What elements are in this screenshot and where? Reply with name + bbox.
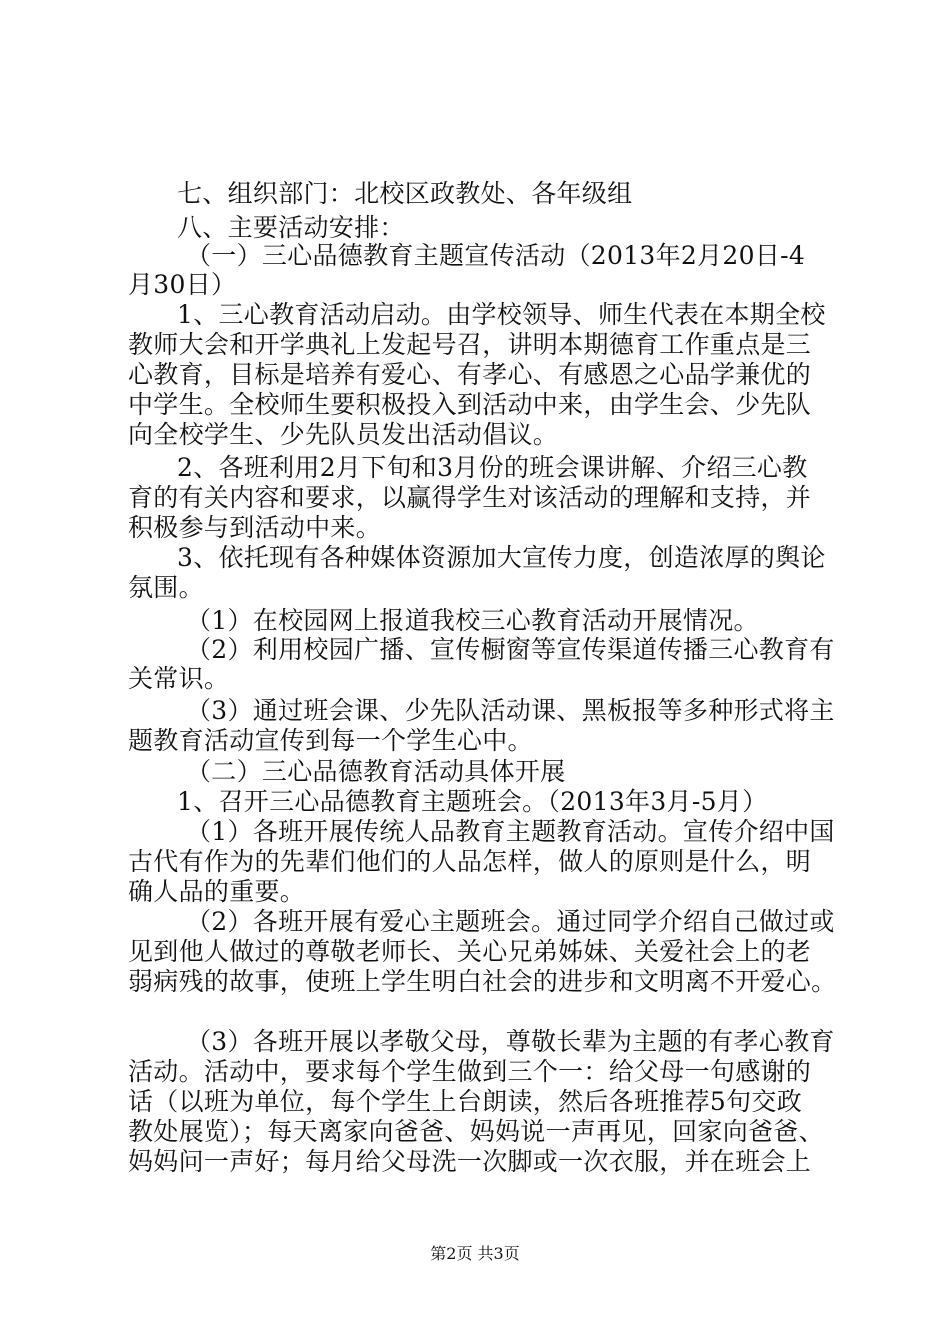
text-line: 向全校学生、少先队员发出活动倡议。 — [128, 420, 559, 449]
text-line: （一）三心品德教育主题宣传活动（2013年2月20日-4 — [186, 241, 806, 270]
text-line: 3、依托现有各种媒体资源加大宣传力度，创造浓厚的舆论 — [177, 543, 826, 572]
text-line: 话（以班为单位，每个学生上台朗读，然后各班推荐5句交政 — [128, 1087, 803, 1116]
text-line: 中学生。全校师生要积极投入到活动中来，由学生会、少先队 — [128, 390, 812, 419]
text-line: 见到他人做过的尊敬老师长、关心兄弟姊妹、关爱社会上的老 — [128, 937, 812, 966]
text-line: 教处展览）；每天离家向爸爸、妈妈说一声再见，回家向爸爸、 — [128, 1117, 824, 1146]
text-line: （1）在校园网上报道我校三心教育活动开展情况。 — [186, 606, 759, 635]
text-line: （1）各班开展传统人品教育主题教育活动。宣传介绍中国 — [186, 817, 835, 846]
text-line: 育的有关内容和要求，以赢得学生对该活动的理解和支持，并 — [128, 483, 812, 512]
text-line: 心教育，目标是培养有爱心、有孝心、有感恩之心品学兼优的 — [128, 360, 812, 389]
text-line: 教师大会和开学典礼上发起号召，讲明本期德育工作重点是三 — [128, 330, 812, 359]
text-line: 弱病残的故事，使班上学生明白社会的进步和文明离不开爱心。 — [128, 967, 837, 996]
text-line: （2）利用校园广播、宣传橱窗等宣传渠道传播三心教育有 — [186, 635, 835, 664]
text-line: （3）通过班会课、少先队活动课、黑板报等多种形式将主 — [186, 696, 835, 725]
text-line: （3）各班开展以孝敬父母，尊敬长辈为主题的有孝心教育 — [186, 1027, 835, 1056]
text-line: 七、组织部门：北校区政教处、各年级组 — [177, 179, 633, 208]
text-line: 古代有作为的先辈们他们的人品怎样，做人的原则是什么，明 — [128, 847, 812, 876]
text-line: （二）三心品德教育活动具体开展 — [186, 757, 566, 786]
text-line: 八、主要活动安排： — [177, 213, 405, 242]
text-line: 1、召开三心品德教育主题班会。（2013年3月-5月） — [177, 787, 768, 816]
text-line: 月30日） — [128, 270, 237, 299]
text-line: 题教育活动宣传到每一个学生心中。 — [128, 726, 533, 755]
text-line: 妈妈问一声好；每月给父母洗一次脚或一次衣服，并在班会上 — [128, 1147, 812, 1176]
text-line: 2、各班利用2月下旬和3月份的班会课讲解、介绍三心教 — [177, 453, 808, 482]
text-line: 确人品的重要。 — [128, 877, 306, 906]
text-line: 活动。活动中，要求每个学生做到三个一：给父母一句感谢的 — [128, 1057, 812, 1086]
text-line: （2）各班开展有爱心主题班会。通过同学介绍自己做过或 — [186, 907, 835, 936]
text-line: 关常识。 — [128, 664, 230, 693]
text-line: 积极参与到活动中来。 — [128, 513, 382, 542]
page-number: 第2页 共3页 — [430, 1244, 520, 1263]
text-line: 氛围。 — [128, 573, 204, 602]
text-line: 1、三心教育活动启动。由学校领导、师生代表在本期全校 — [177, 300, 826, 329]
